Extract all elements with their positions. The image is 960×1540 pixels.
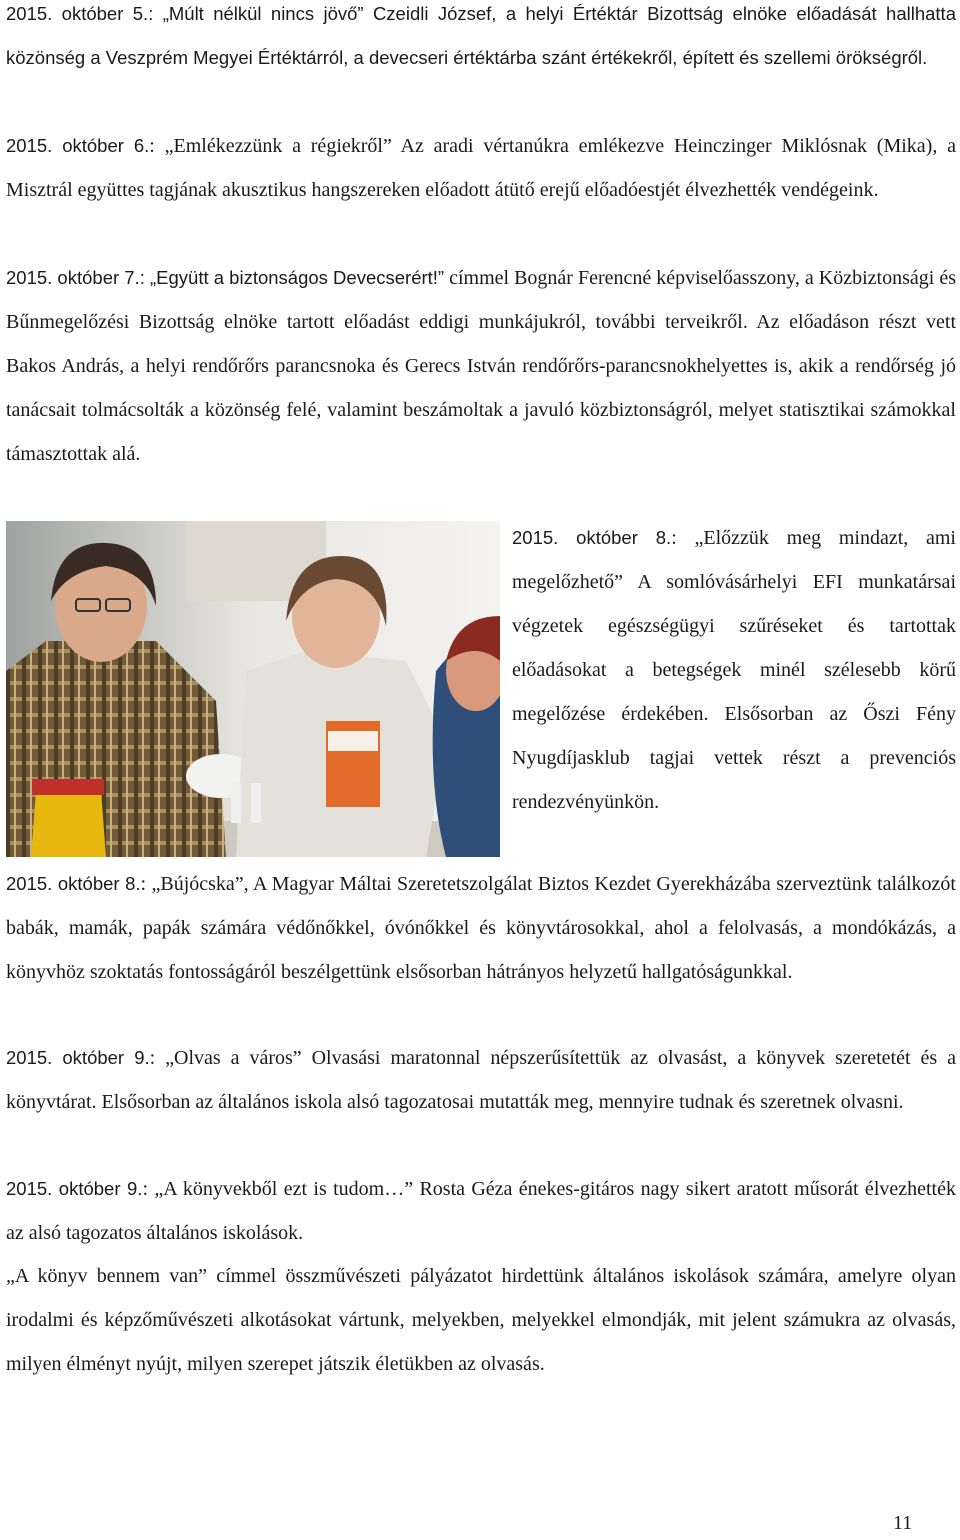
page-number: 11: [893, 1512, 913, 1534]
event-paragraph: [6, 0, 956, 80]
event-title: : „Együtt a biztonságos Devecserért!”: [139, 267, 445, 288]
event-text: : „Múlt nélkül nincs jövő” Czeidli József, a helyi Értéktár Bizottság elnöke előadását hallhatta közönség a Veszprém Megyei Értéktárról, a devecseri értéktárba szánt értékekről, épített és szellemi örökségről.: [6, 3, 956, 68]
event-date: 2015. október 8.: [512, 527, 672, 548]
event-text: címmel Bognár Ferencné képviselőasszony, a Közbiztonsági és Bűnmegelőzési Bizottság elnöke tartott előadást eddigi munkájukról, további terveikről.: [6, 267, 956, 333]
event-date: 2015. október 5.: [6, 3, 149, 24]
event-date: 2015. október 9.: [6, 1178, 143, 1199]
event-paragraph: [6, 862, 956, 994]
event-paragraph: [6, 256, 956, 476]
event-date: 2015. október 7.: [6, 267, 140, 288]
event-paragraph: [6, 1036, 956, 1124]
event-text-continued: Az előadáson részt vett Bakos András, a helyi rendőrőrs parancsnoka és Gerecs István rendőrőrs-parancsnokhelyettes is, akik a rendőrség jó tanácsait tolmácsolták a közönség felé, valamint beszámoltak a javuló közbiztonságról, melyet statisztikai számokkal támasztottak alá.: [6, 311, 956, 465]
event-paragraph: [6, 124, 956, 212]
event-text: : „Emlékezzünk a régiekről” Az aradi vértanúkra emlékezve Heinczinger Miklósnak (Mika), a Misztrál együttes tagjának akusztikus hangszereken előadott átütő erejű előadóestjét élvezhették vendégeink.: [6, 135, 956, 201]
photo-illustration: [6, 521, 500, 857]
event-paragraph: [6, 1167, 956, 1255]
health-screening-photo: [6, 521, 500, 857]
event-text: : „A könyvekből ezt is tudom…” Rosta Géza énekes-gitáros nagy sikert aratott műsorát élvezhették az alsó tagozatos általános iskolások.: [6, 1178, 956, 1244]
event-paragraph: [6, 1254, 956, 1386]
event-paragraph: [512, 516, 956, 824]
event-text: : „Előzzük meg mindazt, ami megelőzhető” A somlóvásárhelyi EFI munkatársai végzetek egészségügyi szűréseket és tartottak előadásokat a betegségek minél szélesebb körű megelőzése érdekében. Elsősorban az Őszi Fény Nyugdíjasklub tagjai vettek részt a prevenciós rendezvényünkön.: [512, 527, 956, 813]
event-text: : „Olvas a város” Olvasási maratonnal népszerűsítettük az olvasást, a könyvek szeretetét és a könyvtárat. Elsősorban az általános iskola alsó tagozatosai mutatták meg, mennyire tudnak és szeretnek olvasni.: [6, 1047, 956, 1113]
event-text: : „Bújócska”, A Magyar Máltai Szeretetszolgálat Biztos Kezdet Gyerekházába szerveztünk találkozót babák, mamák, papák számára védőnőkkel, óvónőkkel és könyvtárosokkal, ahol a felolvasás, a mondókázás, a könyvhöz szoktatás fontosságáról beszélgettünk elsősorban hátrányos helyzetű hallgatóságunkkal.: [6, 873, 956, 983]
event-text: „A könyv bennem van” címmel összművészeti pályázatot hirdettünk általános iskolások számára, amelyre olyan irodalmi és képzőművészeti alkotásokat vártunk, melyekben, melyekkel elmondják, mit jelent számukra az olvasás, milyen élményt nyújt, milyen szerepet játszik életükben az olvasás.: [6, 1265, 956, 1375]
event-date: 2015. október 9.: [6, 1047, 150, 1068]
event-date: 2015. október 6.: [6, 135, 150, 156]
event-date: 2015. október 8.: [6, 873, 141, 894]
